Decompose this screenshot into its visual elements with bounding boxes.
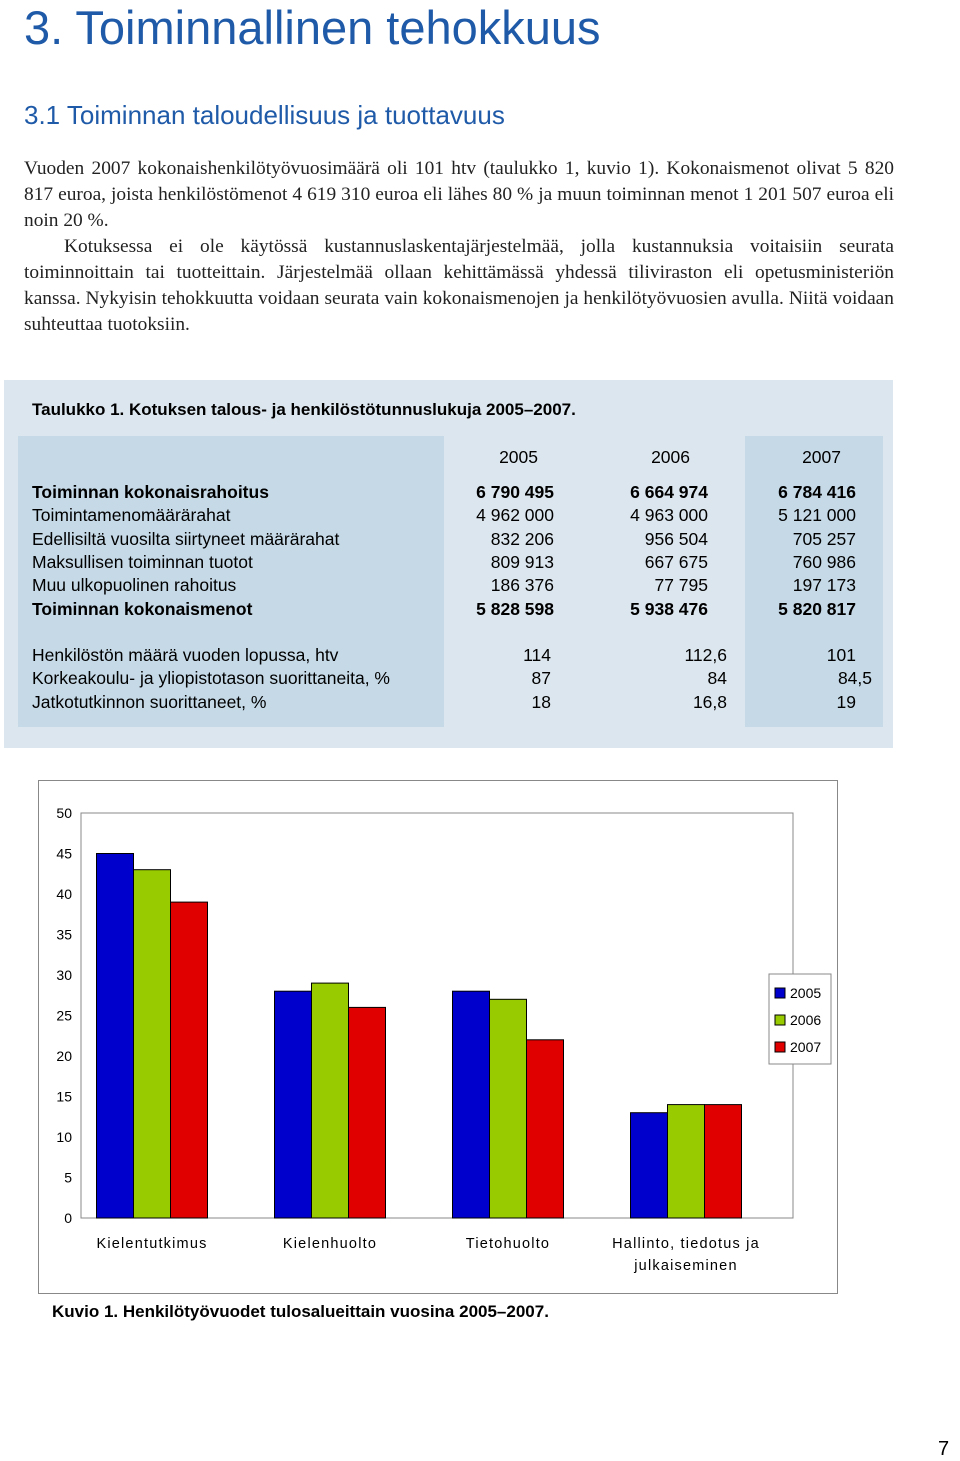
table-cell: 5 121 000 xyxy=(778,505,856,526)
y-tick-label: 0 xyxy=(64,1210,72,1226)
y-tick-label: 15 xyxy=(56,1088,72,1105)
body-text xyxy=(24,156,894,338)
table-cell: 112,6 xyxy=(684,645,727,665)
table-row-label: Toiminnan kokonaisrahoitus xyxy=(32,482,269,502)
bar-2005 xyxy=(275,991,312,1218)
legend-swatch-2006 xyxy=(775,1015,785,1025)
legend-swatch-2005 xyxy=(775,988,785,998)
legend-label-2005: 2005 xyxy=(790,985,822,1001)
legend-swatch-2007 xyxy=(775,1042,785,1052)
table-cell: 6 790 495 xyxy=(476,482,554,502)
x-tick-label: Hallinto, tiedotus ja xyxy=(612,1236,760,1252)
page-number: 7 xyxy=(938,1438,950,1460)
table-cell: 101 xyxy=(826,645,856,665)
table-row-label: Maksullisen toiminnan tuotot xyxy=(32,551,253,572)
table-cell: 6 784 416 xyxy=(778,482,856,502)
y-tick-label: 40 xyxy=(56,886,72,902)
table-row-label: Jatkotutkinnon suorittaneet, % xyxy=(32,691,267,712)
table-cell: 114 xyxy=(523,645,551,665)
table-cell: 6 664 974 xyxy=(630,482,708,502)
year-header: 2007 xyxy=(802,447,841,467)
table-cell: 956 504 xyxy=(644,528,708,549)
table-cell: 197 173 xyxy=(792,575,856,596)
bar-2007 xyxy=(171,902,208,1218)
paragraph-1: Vuoden 2007 kokonaishenkilötyövuosimäärä oli 101 htv (taulukko 1, kuvio 1). Kokonaismenot olivat 5 820 817 euroa, joista henkilöstömenot 4 619 310 euroa eli lähes 80 % ja muun toiminnan menot 1 201 507 euroa eli noin 20 %. xyxy=(24,158,894,231)
year-header: 2005 xyxy=(499,447,538,467)
table-row-label: Korkeakoulu- ja yliopistotason suorittaneita, % xyxy=(32,668,390,689)
table-cell: 832 206 xyxy=(490,528,554,549)
table-cell: 5 828 598 xyxy=(476,598,554,619)
y-tick-label: 45 xyxy=(56,845,72,862)
y-tick-label: 20 xyxy=(56,1048,72,1064)
paragraph-2: Kotuksessa ei ole käytössä kustannuslaskentajärjestelmää, jolla kustannuksia voitaisiin seurata toiminnoittain tai tuotteittain. Järjestelmää ollaan kehittämässä yhdessä tiliviraston eli opetusministeriön kanssa. Nykyisin tehokkuutta voidaan seurata vain kokonaismenojen ja henkilötyövuosien avulla. Niitä voidaan suhteuttaa tuotoksiin. xyxy=(24,236,894,335)
table-cell: 760 986 xyxy=(792,551,856,572)
y-tick-label: 50 xyxy=(56,805,72,821)
bar-2005 xyxy=(631,1113,668,1218)
table-cell: 84,5 xyxy=(837,668,872,689)
table-cell: 4 963 000 xyxy=(630,505,708,526)
x-tick-label: Kielentutkimus xyxy=(96,1236,208,1252)
year-header: 2006 xyxy=(651,447,690,467)
section-title: 3.1 Toiminnan taloudellisuus ja tuottavuus xyxy=(24,100,505,130)
chart-frame xyxy=(38,780,838,1294)
table-cell: 87 xyxy=(531,668,551,689)
table-row-label: Muu ulkopuolinen rahoitus xyxy=(32,575,237,596)
table-cell: 186 376 xyxy=(490,575,554,596)
table-row-label: Henkilöstön määrä vuoden lopussa, htv xyxy=(32,645,339,665)
legend-label-2006: 2006 xyxy=(790,1012,822,1028)
bar-2006 xyxy=(134,870,171,1218)
bar-2006 xyxy=(490,999,527,1218)
y-tick-label: 30 xyxy=(56,967,72,983)
bar-2007 xyxy=(349,1007,386,1218)
figure-caption: Kuvio 1. Henkilötyövuodet tulosalueittain vuosina 2005–2007. xyxy=(52,1302,549,1321)
y-tick-label: 35 xyxy=(56,926,72,943)
table-cell: 84 xyxy=(707,668,727,689)
table-cell: 16,8 xyxy=(692,691,727,712)
y-tick-label: 10 xyxy=(56,1129,72,1145)
table-row-label: Toimintamenomäärärahat xyxy=(32,505,231,526)
table-cell: 667 675 xyxy=(644,551,708,572)
bar-2005 xyxy=(97,854,134,1219)
y-tick-label: 5 xyxy=(64,1169,72,1186)
bar-chart xyxy=(39,781,837,1293)
bar-2007 xyxy=(527,1040,564,1218)
table-caption: Taulukko 1. Kotuksen talous- ja henkilöstötunnuslukuja 2005–2007. xyxy=(32,400,576,419)
bar-2006 xyxy=(312,983,349,1218)
table-cell: 809 913 xyxy=(490,551,554,572)
bar-2007 xyxy=(705,1105,742,1218)
x-tick-label: julkaiseminen xyxy=(634,1258,738,1274)
table-cell: 5 938 476 xyxy=(630,598,708,619)
table-row-label: Edellisiltä vuosilta siirtyneet määrärahat xyxy=(32,528,340,549)
x-tick-label: Kielenhuolto xyxy=(282,1236,378,1252)
page-title: 3. Toiminnallinen tehokkuus xyxy=(24,1,601,54)
table-cell: 4 962 000 xyxy=(476,505,554,526)
table-cell: 5 820 817 xyxy=(778,598,856,619)
y-tick-label: 25 xyxy=(56,1007,72,1024)
bar-2006 xyxy=(668,1105,705,1218)
table-cell: 77 795 xyxy=(654,575,708,596)
table-cell: 19 xyxy=(836,691,856,712)
legend-label-2007: 2007 xyxy=(790,1039,822,1055)
table-row-label: Toiminnan kokonaismenot xyxy=(32,598,253,619)
table-cell: 705 257 xyxy=(792,528,856,549)
x-tick-label: Tietohuolto xyxy=(465,1236,551,1252)
bar-2005 xyxy=(453,991,490,1218)
table-cell: 18 xyxy=(531,691,551,712)
